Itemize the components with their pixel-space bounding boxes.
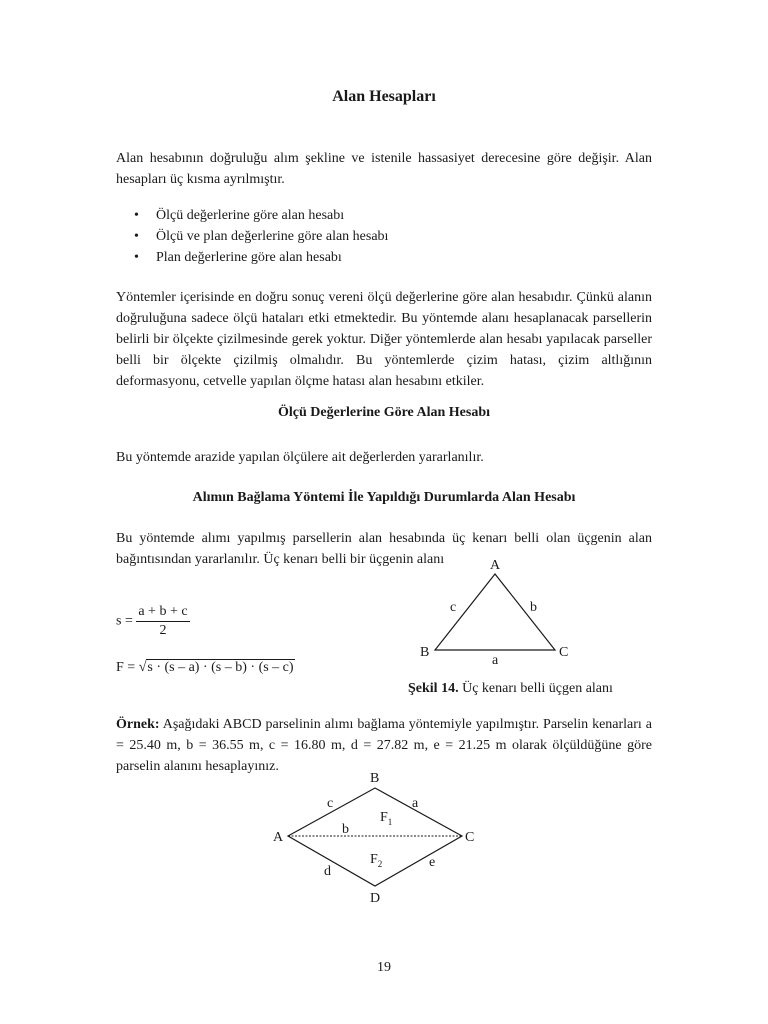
vertex-label-a: A bbox=[490, 558, 501, 573]
side-label-b: b bbox=[530, 600, 537, 615]
vertex-label-b: B bbox=[370, 771, 380, 786]
example-text: Aşağıdaki ABCD parselinin alımı bağlama yöntemiyle yapılmıştır. Parselin kenarları a = 25.40 m, b = 36.55 m, c = 16.80 m, d = 27.82 m, e = 21.25 m olarak ölçüldüğüne göre parselin alanını hesaplayınız. bbox=[116, 717, 652, 774]
side-label-c: c bbox=[327, 796, 334, 811]
area-label-f2 bbox=[370, 852, 382, 869]
figure-caption-text: Üç kenarı belli üçgen alanı bbox=[458, 681, 613, 696]
vertex-label-b: B bbox=[420, 645, 430, 660]
area-label-f1-base: F bbox=[380, 810, 388, 825]
side-label-e: e bbox=[429, 855, 436, 870]
area-label-f2-sub: 2 bbox=[377, 859, 383, 869]
section-heading-baglama: Alımın Bağlama Yöntemi İle Yapıldığı Durumlarda Alan Hesabı bbox=[192, 490, 576, 505]
radicand: s · (s – a) · (s – b) · (s – c) bbox=[147, 660, 294, 675]
section-baglama-text: Bu yöntemde alımı yapılmış parsellerin alan hesabında üç kenarı belli olan üçgenin alan bağıntısından yararlanılır. Üç kenarı belli bir üçgenin alanı bbox=[116, 531, 652, 567]
figure-caption bbox=[408, 681, 613, 697]
page-title: Alan Hesapları bbox=[332, 88, 436, 105]
formula-heron bbox=[116, 660, 295, 676]
side-label-c: c bbox=[450, 600, 457, 615]
figure-caption-number: Şekil 14. bbox=[408, 681, 459, 696]
section-olcu-text: Bu yöntemde arazide yapılan ölçülere ait değerlerden yararlanılır. bbox=[116, 450, 484, 465]
intro-paragraph: Alan hesabının doğruluğu alım şekline ve istenile hassasiyet derecesine göre değişir. Alan hesapları üç kısma ayrılmıştır. bbox=[116, 151, 652, 187]
area-label-f1-sub: 1 bbox=[387, 817, 393, 827]
area-label-f2-base: F bbox=[370, 852, 378, 867]
side-label-d: d bbox=[324, 864, 331, 879]
example-label: Örnek: bbox=[116, 717, 160, 732]
method-list bbox=[134, 205, 388, 268]
radical-sign: √ bbox=[138, 660, 147, 675]
methods-paragraph: Yöntemler içerisinde en doğru sonuç vereni ölçü değerlerine göre alan hesabıdır. Çünkü alanın doğruluğuna sadece ölçü hataları etki etmektedir. Bu yöntemde alanı hesaplanacak parsellerin belirli bir ölçekte çizilmesinde gerek yoktur. Diğer yöntemlerde alan hesabı yapılacak parseller belli bir ölçekte çizilmiş olmalıdır. Bu yöntemlerde çizim hatası, çizim altlığının deformasyonu, cetvelle yapılan ölçme hatası alan hesabını etkiler. bbox=[116, 290, 652, 389]
fraction-numerator: a + b + c bbox=[136, 604, 189, 622]
formula-s-lhs: s = bbox=[116, 613, 133, 629]
fraction-denominator: 2 bbox=[159, 623, 167, 638]
parcel-shape bbox=[288, 788, 462, 886]
fraction bbox=[136, 604, 189, 639]
side-label-b: b bbox=[342, 822, 349, 837]
vertex-label-c: C bbox=[465, 830, 475, 845]
triangle-figure bbox=[410, 555, 590, 670]
vertex-label-a: A bbox=[273, 830, 284, 845]
side-label-a: a bbox=[492, 653, 499, 668]
vertex-label-c: C bbox=[559, 645, 569, 660]
list-item: • Plan değerlerine göre alan hesabı bbox=[134, 247, 388, 268]
parcel-diagram bbox=[260, 765, 500, 910]
section-heading-olcu: Ölçü Değerlerine Göre Alan Hesabı bbox=[277, 405, 491, 420]
vertex-label-d: D bbox=[370, 891, 381, 906]
area-label-f1 bbox=[380, 810, 392, 827]
side-label-a: a bbox=[412, 796, 419, 811]
list-item: • Ölçü değerlerine göre alan hesabı bbox=[134, 205, 388, 226]
formula-f-lhs: F = bbox=[116, 660, 136, 675]
formula-semiperimeter bbox=[116, 604, 190, 639]
page-number: 19 bbox=[377, 960, 391, 975]
list-item: • Ölçü ve plan değerlerine göre alan hesabı bbox=[134, 226, 388, 247]
